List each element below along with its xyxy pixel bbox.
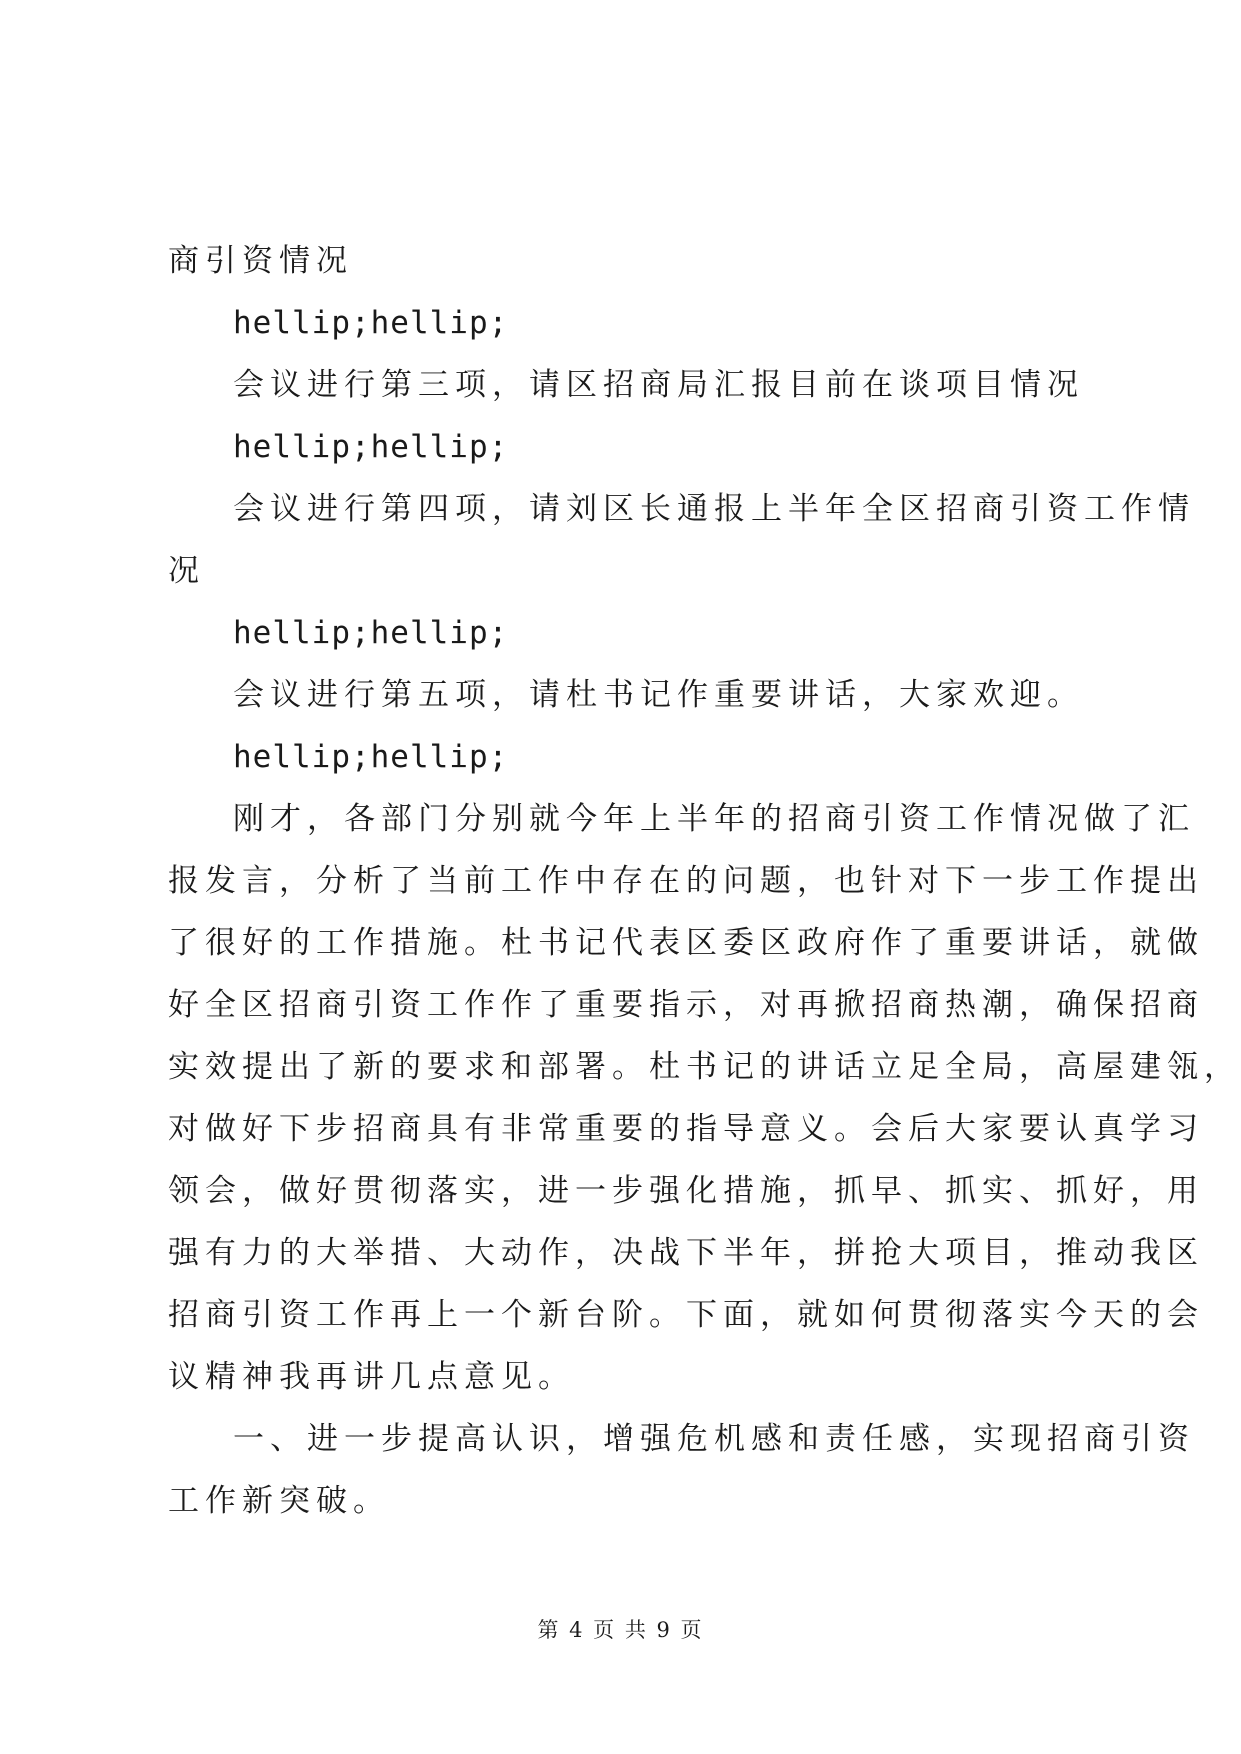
text-line: 议精神我再讲几点意见。: [168, 1359, 575, 1395]
document-body: [168, 230, 1241, 1532]
ellipsis-line: hellip;hellip;: [233, 305, 509, 341]
text-line: 招商引资工作再上一个新台阶。下面，就如何贯彻落实今天的会: [168, 1297, 1204, 1333]
text-line: 报发言，分析了当前工作中存在的问题，也针对下一步工作提出: [168, 863, 1204, 899]
text-line: 会议进行第五项，请杜书记作重要讲话，大家欢迎。: [233, 677, 1084, 713]
ellipsis-line: hellip;hellip;: [233, 429, 509, 465]
text-line: 会议进行第四项，请刘区长通报上半年全区招商引资工作情: [233, 491, 1195, 527]
page-number-footer: 第 4 页 共 9 页: [537, 1618, 704, 1642]
text-line: 对做好下步招商具有非常重要的指导意义。会后大家要认真学习: [168, 1111, 1204, 1147]
text-line: 实效提出了新的要求和部署。杜书记的讲话立足全局，高屋建瓴，: [168, 1049, 1241, 1085]
section-heading-line: 一、进一步提高认识，增强危机感和责任感，实现招商引资: [233, 1421, 1195, 1457]
text-line: 强有力的大举措、大动作，决战下半年，拼抢大项目，推动我区: [168, 1235, 1204, 1271]
text-line: 了很好的工作措施。杜书记代表区委区政府作了重要讲话，就做: [168, 925, 1204, 961]
text-line: 况: [168, 553, 205, 589]
text-line: 领会，做好贯彻落实，进一步强化措施，抓早、抓实、抓好，用: [168, 1173, 1204, 1209]
ellipsis-line: hellip;hellip;: [233, 739, 509, 775]
text-line: 会议进行第三项，请区招商局汇报目前在谈项目情况: [233, 367, 1084, 403]
text-line: 刚才，各部门分别就今年上半年的招商引资工作情况做了汇: [233, 801, 1195, 837]
section-heading-line: 工作新突破。: [168, 1483, 390, 1519]
text-line: 商引资情况: [168, 243, 353, 279]
ellipsis-line: hellip;hellip;: [233, 615, 509, 651]
text-line: 好全区招商引资工作作了重要指示，对再掀招商热潮，确保招商: [168, 987, 1204, 1023]
